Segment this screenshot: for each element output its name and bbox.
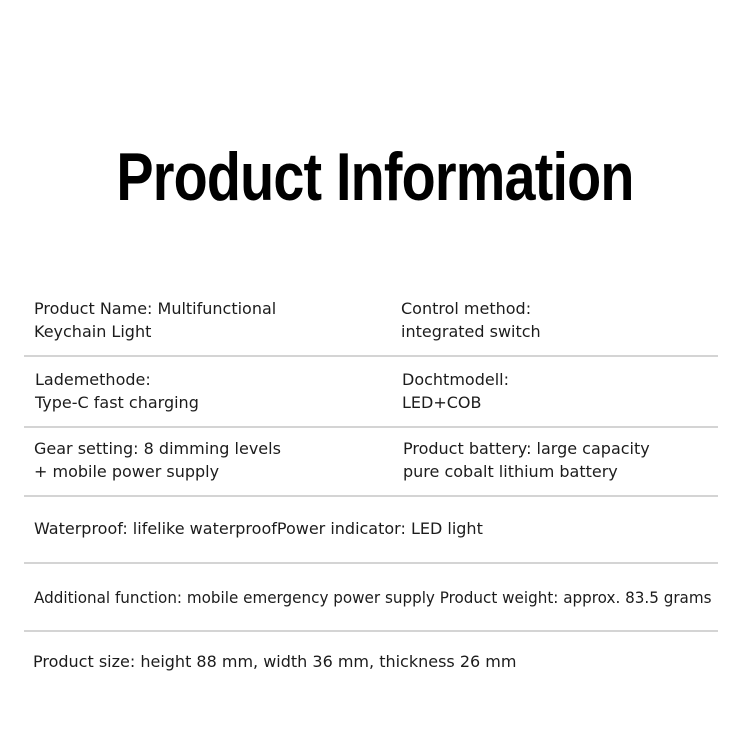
spec-text: Dochtmodell: (402, 370, 509, 389)
page-title: Product Information (116, 139, 634, 215)
spec-text: Waterproof: lifelike waterproofPower indicator: LED light (34, 519, 483, 538)
spec-text: Lademethode: (35, 370, 151, 389)
spec-text: Product Name: Multifunctional (34, 299, 277, 318)
spec-product-size (33, 650, 516, 673)
spec-charging-method (35, 368, 199, 414)
spec-product-name (34, 297, 276, 343)
spec-text: Additional function: mobile emergency power supply Product weight: approx. 83.5 grams (34, 588, 712, 607)
spec-text: + mobile power supply (34, 462, 220, 481)
row-divider (24, 495, 718, 497)
spec-text: integrated switch (401, 322, 541, 341)
spec-text: Type-C fast charging (35, 393, 199, 412)
spec-text: Product size: height 88 mm, width 36 mm, thickness 26 mm (33, 652, 517, 671)
row-divider (24, 562, 718, 564)
spec-text: LED+COB (402, 393, 482, 412)
row-divider (24, 630, 718, 632)
spec-control-method (401, 297, 541, 343)
spec-text: Product battery: large capacity (403, 439, 650, 458)
spec-additional-function-weight (34, 586, 712, 609)
row-divider (24, 426, 718, 428)
row-divider (24, 355, 718, 357)
spec-gear-setting (34, 437, 281, 483)
spec-waterproof-power-indicator (34, 517, 483, 540)
spec-text: Gear setting: 8 dimming levels (34, 439, 281, 458)
spec-text: Keychain Light (34, 322, 152, 341)
spec-text: Control method: (401, 299, 532, 318)
spec-product-battery (403, 437, 650, 483)
spec-wick-model (402, 368, 509, 414)
spec-text: pure cobalt lithium battery (403, 462, 618, 481)
